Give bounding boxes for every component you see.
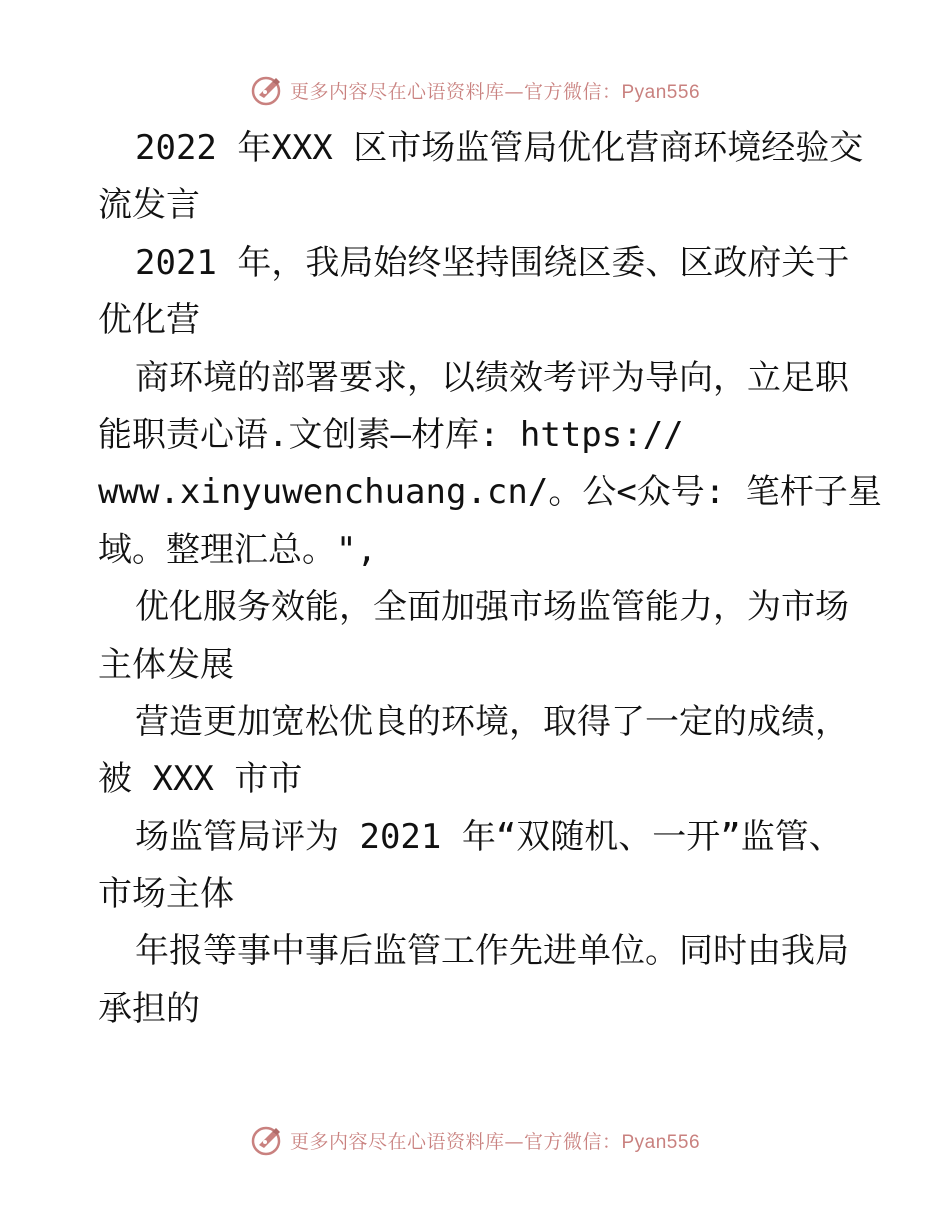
paragraph-line: 域。整理汇总。", — [98, 529, 377, 570]
paragraph-line: 能职责心语.文创素—材库: https:// — [98, 414, 684, 455]
paragraph-line: 主体发展 — [98, 644, 234, 685]
banner-text — [290, 77, 700, 104]
pen-nib-logo-icon — [250, 1123, 284, 1157]
paragraph-line: 商环境的部署要求，以绩效考评为导向，立足职 — [135, 357, 849, 398]
title-line-2: 流发言 — [98, 185, 200, 226]
paragraph-line: www.xinyuwenchuang.cn/。公<众号: 笔杆子星 — [98, 472, 882, 513]
banner-text-cn: 更多内容尽在心语资料库—官方微信： — [289, 80, 622, 103]
header-banner — [0, 70, 950, 110]
title-line-1: 2022 年XXX 区市场监管局优化营商环境经验交 — [135, 128, 864, 168]
banner-wechat-id: Pyan556 — [621, 1131, 701, 1153]
banner-text — [290, 1127, 700, 1154]
paragraph-line: 优化营 — [98, 300, 200, 341]
pen-nib-logo-icon — [250, 73, 284, 107]
paragraph-line: 营造更加宽松优良的环境，取得了一定的成绩， — [135, 701, 849, 742]
paragraph-line: 优化服务效能，全面加强市场监管能力，为市场 — [135, 587, 849, 628]
paragraph-line: 被 XXX 市市 — [98, 759, 303, 800]
footer-banner — [0, 1120, 950, 1160]
paragraph-line: 市场主体 — [98, 874, 234, 915]
paragraph-line: 场监管局评为 2021 年“双随机、一开”监管、 — [135, 816, 843, 857]
paragraph-line: 2021 年，我局始终坚持围绕区委、区政府关于 — [135, 242, 850, 283]
paragraph-line: 年报等事中事后监管工作先进单位。同时由我局 — [135, 931, 849, 972]
document-body — [98, 120, 882, 1038]
paragraph-line: 承担的 — [98, 988, 200, 1029]
banner-text-cn: 更多内容尽在心语资料库—官方微信： — [289, 1130, 622, 1153]
banner-wechat-id: Pyan556 — [621, 81, 701, 103]
